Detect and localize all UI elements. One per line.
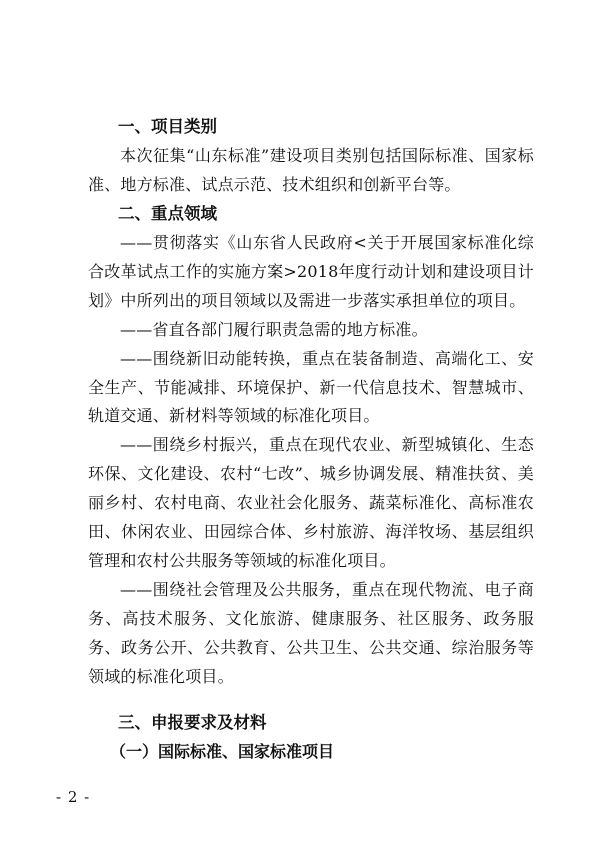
section-1-paragraph: 本次征集“山东标准”建设项目类别包括国际标准、国家标准、地方标准、试点示范、技术组织和创新平台等。 (88, 146, 534, 194)
focus-item-rural-revitalization: ——围绕乡村振兴，重点在现代农业、新型城镇化、生态环保、文化建设、农村“七改”、城乡协调发展、精准扶贫、美丽乡村、农村电商、农业社会化服务、蔬菜标准化、高标准农田、休闲农业、田园综合体、乡村旅游、海洋牧场、基层组织管理和农村公共服务等领域的标准化项目。 (88, 435, 534, 570)
focus-item-implementation: ——贯彻落实《山东省人民政府<关于开展国家标准化综合改革试点工作的实施方案>2018年度行动计划和建设项目计划》中所列出的项目领域以及需进一步落实承担单位的项目。 (88, 233, 534, 310)
section-3-subheading: （一）国际标准、国家标准项目 (110, 742, 335, 761)
focus-item-local-standards: ——省直各部门履行职责急需的地方标准。 (120, 319, 428, 339)
focus-item-energy-conversion: ——围绕新旧动能转换，重点在装备制造、高端化工、安全生产、节能减排、环境保护、新一代信息技术、智慧城市、轨道交通、新材料等领域的标准化项目。 (88, 348, 534, 426)
focus-item-public-services: ——围绕社会管理及公共服务，重点在现代物流、电子商务、高技术服务、文化旅游、健康服务、社区服务、政务服务、政务公开、公共教育、公共卫生、公共交通、综治服务等领域的标准化项目。 (88, 579, 534, 686)
section-2-body (88, 229, 534, 692)
section-3-heading: 三、申报要求及材料 (118, 713, 267, 732)
page-number: - 2 - (56, 788, 91, 806)
section-1-heading: 一、项目类别 (118, 117, 217, 136)
section-2-heading: 二、重点领域 (118, 204, 217, 223)
section-1-body (88, 142, 534, 200)
